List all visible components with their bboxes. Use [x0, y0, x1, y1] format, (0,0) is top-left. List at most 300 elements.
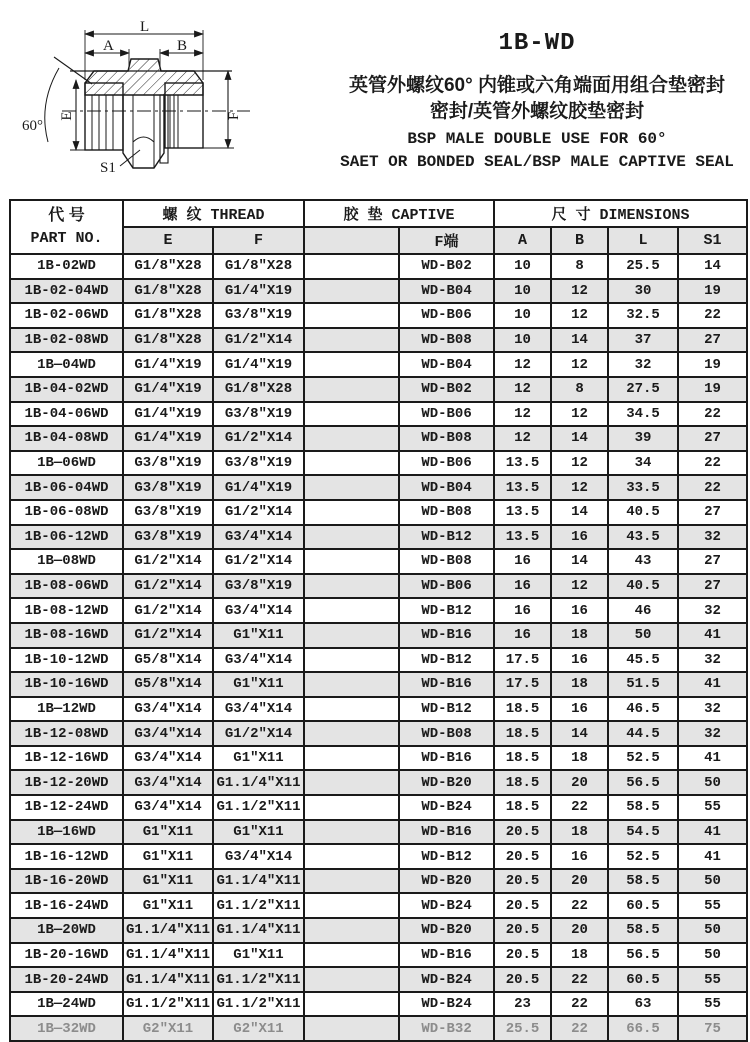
table-cell: [304, 352, 399, 377]
table-cell: G1/2″X14: [213, 426, 304, 451]
table-cell: 16: [494, 549, 551, 574]
table-row: [10, 279, 747, 304]
table-row: [10, 746, 747, 771]
table-row: [10, 451, 747, 476]
table-cell: 50: [678, 943, 747, 968]
table-row: [10, 402, 747, 427]
dim-label-b: B: [177, 38, 188, 54]
table-cell: 32: [678, 697, 747, 722]
table-row: [10, 352, 747, 377]
table-cell: 1B-20-24WD: [10, 967, 123, 992]
table-cell: 12: [494, 352, 551, 377]
table-cell: 27: [678, 574, 747, 599]
header-col-s1: S1: [678, 227, 747, 254]
table-cell: G3/8″X19: [213, 451, 304, 476]
table-cell: 10: [494, 328, 551, 353]
table-cell: 22: [551, 967, 608, 992]
table-cell: [304, 377, 399, 402]
table-cell: 66.5: [608, 1016, 678, 1041]
table-cell: 1B—20WD: [10, 918, 123, 943]
table-cell: WD-B16: [399, 746, 494, 771]
table-cell: WD-B08: [399, 426, 494, 451]
spec-table-body: [10, 254, 747, 1041]
table-cell: G1.1/2″X11: [213, 992, 304, 1017]
table-cell: WD-B20: [399, 869, 494, 894]
table-cell: [304, 869, 399, 894]
table-cell: G1″X11: [213, 623, 304, 648]
table-cell: 56.5: [608, 770, 678, 795]
table-cell: G1″X11: [213, 820, 304, 845]
table-cell: 22: [678, 451, 747, 476]
table-cell: G3/8″X19: [213, 402, 304, 427]
table-cell: G1/2″X14: [213, 328, 304, 353]
table-cell: 8: [551, 377, 608, 402]
table-cell: 1B-04-06WD: [10, 402, 123, 427]
table-cell: 13.5: [494, 451, 551, 476]
header-dimensions-group: 尺 寸 DIMENSIONS: [494, 200, 747, 227]
table-cell: WD-B32: [399, 1016, 494, 1041]
table-cell: 1B-06-04WD: [10, 475, 123, 500]
table-cell: 39: [608, 426, 678, 451]
table-cell: 17.5: [494, 672, 551, 697]
table-cell: 1B-02-04WD: [10, 279, 123, 304]
table-cell: G1.1/2″X11: [213, 893, 304, 918]
table-cell: 1B-12-24WD: [10, 795, 123, 820]
table-cell: [304, 500, 399, 525]
table-row: [10, 893, 747, 918]
table-cell: 1B—32WD: [10, 1016, 123, 1041]
table-cell: 22: [678, 303, 747, 328]
table-cell: 18.5: [494, 721, 551, 746]
subtitle-english-line2: SAET OR BONDED SEAL/BSP MALE CAPTIVE SEAL: [340, 153, 734, 171]
table-cell: G1/2″X14: [213, 721, 304, 746]
table-cell: 14: [551, 721, 608, 746]
table-cell: 8: [551, 254, 608, 279]
table-row: [10, 328, 747, 353]
table-row: [10, 525, 747, 550]
table-row: [10, 844, 747, 869]
table-cell: G1.1/2″X11: [123, 992, 213, 1017]
table-cell: 46.5: [608, 697, 678, 722]
table-cell: 22: [678, 402, 747, 427]
table-cell: WD-B08: [399, 500, 494, 525]
table-cell: G1/2″X14: [213, 549, 304, 574]
table-cell: 34: [608, 451, 678, 476]
table-cell: G3/4″X14: [123, 746, 213, 771]
table-cell: 20.5: [494, 967, 551, 992]
table-cell: G1/4″X19: [123, 377, 213, 402]
table-cell: G1.1/4″X11: [123, 967, 213, 992]
table-cell: 1B-08-12WD: [10, 598, 123, 623]
table-cell: 16: [551, 697, 608, 722]
table-cell: G1/4″X19: [213, 475, 304, 500]
title-block: [328, 30, 746, 174]
table-cell: G1/8″X28: [123, 279, 213, 304]
table-cell: 20: [551, 869, 608, 894]
table-cell: 13.5: [494, 500, 551, 525]
table-cell: 20.5: [494, 893, 551, 918]
table-cell: 40.5: [608, 574, 678, 599]
table-cell: 16: [494, 598, 551, 623]
table-cell: 43.5: [608, 525, 678, 550]
table-cell: G1/2″X14: [213, 500, 304, 525]
table-cell: 41: [678, 844, 747, 869]
table-cell: [304, 721, 399, 746]
table-cell: WD-B20: [399, 770, 494, 795]
table-row: [10, 943, 747, 968]
table-cell: 25.5: [608, 254, 678, 279]
table-row: [10, 820, 747, 845]
table-cell: G1″X11: [123, 893, 213, 918]
table-cell: WD-B16: [399, 623, 494, 648]
table-cell: G5/8″X14: [123, 672, 213, 697]
table-cell: 41: [678, 746, 747, 771]
table-cell: WD-B12: [399, 697, 494, 722]
header-captive-group: 胶 垫 CAPTIVE: [304, 200, 494, 227]
table-cell: 16: [494, 574, 551, 599]
table-cell: 32: [678, 648, 747, 673]
table-cell: 27: [678, 426, 747, 451]
table-cell: WD-B16: [399, 943, 494, 968]
table-cell: WD-B24: [399, 795, 494, 820]
table-cell: 60.5: [608, 893, 678, 918]
spec-table: [9, 199, 748, 1042]
table-cell: 27: [678, 328, 747, 353]
table-cell: 50: [678, 918, 747, 943]
table-cell: 1B-04-08WD: [10, 426, 123, 451]
header-col-f: F: [213, 227, 304, 254]
table-cell: 10: [494, 254, 551, 279]
table-cell: 19: [678, 377, 747, 402]
table-cell: [304, 328, 399, 353]
table-cell: WD-B16: [399, 672, 494, 697]
table-cell: G1/2″X14: [123, 623, 213, 648]
header-col-f-end: F端: [399, 227, 494, 254]
table-cell: 12: [551, 279, 608, 304]
table-cell: G3/8″X19: [123, 451, 213, 476]
table-cell: 27: [678, 500, 747, 525]
table-cell: 50: [678, 869, 747, 894]
table-cell: 1B-12-16WD: [10, 746, 123, 771]
table-cell: WD-B04: [399, 279, 494, 304]
table-cell: 18: [551, 672, 608, 697]
table-cell: 12: [551, 574, 608, 599]
table-cell: 10: [494, 279, 551, 304]
dim-label-a: A: [103, 38, 114, 54]
table-cell: G3/4″X14: [213, 844, 304, 869]
table-cell: G1/4″X19: [213, 279, 304, 304]
table-row: [10, 697, 747, 722]
table-cell: 20.5: [494, 943, 551, 968]
table-row: [10, 967, 747, 992]
table-row: [10, 992, 747, 1017]
table-cell: G3/4″X14: [123, 770, 213, 795]
table-cell: 34.5: [608, 402, 678, 427]
table-cell: 41: [678, 820, 747, 845]
table-cell: G1.1/4″X11: [213, 869, 304, 894]
table-cell: 27: [678, 549, 747, 574]
table-cell: G3/4″X14: [213, 697, 304, 722]
table-cell: G3/8″X19: [213, 574, 304, 599]
table-cell: 17.5: [494, 648, 551, 673]
table-cell: 75: [678, 1016, 747, 1041]
table-cell: 22: [551, 893, 608, 918]
table-cell: 1B—06WD: [10, 451, 123, 476]
table-cell: 22: [551, 795, 608, 820]
table-cell: 20.5: [494, 820, 551, 845]
header-col-blank: [304, 227, 399, 254]
table-cell: 14: [551, 426, 608, 451]
table-cell: 12: [494, 402, 551, 427]
table-cell: 1B—04WD: [10, 352, 123, 377]
table-cell: 16: [551, 598, 608, 623]
table-cell: 55: [678, 893, 747, 918]
table-cell: 27.5: [608, 377, 678, 402]
table-cell: 1B-12-20WD: [10, 770, 123, 795]
table-cell: G1/2″X14: [123, 549, 213, 574]
table-cell: 16: [551, 525, 608, 550]
table-cell: 18.5: [494, 795, 551, 820]
table-cell: G1″X11: [213, 746, 304, 771]
table-cell: G2″X11: [213, 1016, 304, 1041]
table-cell: [304, 820, 399, 845]
table-cell: 45.5: [608, 648, 678, 673]
table-cell: G1″X11: [123, 844, 213, 869]
table-cell: 1B-08-16WD: [10, 623, 123, 648]
table-cell: [304, 598, 399, 623]
table-cell: [304, 943, 399, 968]
table-cell: 44.5: [608, 721, 678, 746]
table-cell: 22: [678, 475, 747, 500]
table-cell: G1/4″X19: [123, 426, 213, 451]
table-cell: [304, 967, 399, 992]
table-cell: 1B—16WD: [10, 820, 123, 845]
table-cell: G1.1/4″X11: [123, 943, 213, 968]
table-cell: [304, 254, 399, 279]
table-row: [10, 869, 747, 894]
table-cell: WD-B12: [399, 525, 494, 550]
table-cell: WD-B04: [399, 352, 494, 377]
table-cell: 33.5: [608, 475, 678, 500]
table-cell: [304, 525, 399, 550]
table-cell: 58.5: [608, 869, 678, 894]
header-col-l: L: [608, 227, 678, 254]
table-cell: WD-B06: [399, 574, 494, 599]
table-cell: WD-B20: [399, 918, 494, 943]
table-cell: G1/8″X28: [213, 254, 304, 279]
table-cell: [304, 918, 399, 943]
subtitle-chinese-line2: 密封/英管外螺纹胶垫密封: [429, 101, 645, 122]
table-cell: 58.5: [608, 795, 678, 820]
table-row: [10, 254, 747, 279]
table-cell: G3/4″X14: [213, 525, 304, 550]
table-cell: 12: [494, 426, 551, 451]
table-cell: 32: [678, 598, 747, 623]
table-row: [10, 303, 747, 328]
table-cell: 18.5: [494, 746, 551, 771]
table-cell: G3/8″X19: [123, 500, 213, 525]
dim-label-s1: S1: [100, 160, 116, 176]
table-row: [10, 648, 747, 673]
table-cell: [304, 303, 399, 328]
table-cell: 1B-06-12WD: [10, 525, 123, 550]
table-cell: 14: [678, 254, 747, 279]
table-cell: G3/4″X14: [123, 721, 213, 746]
table-cell: 30: [608, 279, 678, 304]
table-row: [10, 1016, 747, 1041]
table-cell: 19: [678, 279, 747, 304]
table-cell: 32: [608, 352, 678, 377]
table-cell: WD-B08: [399, 328, 494, 353]
table-cell: 12: [551, 352, 608, 377]
header-part-no-cn: 代 号: [48, 207, 85, 224]
table-row: [10, 918, 747, 943]
table-cell: 37: [608, 328, 678, 353]
table-cell: WD-B08: [399, 721, 494, 746]
subtitle-english-line1: BSP MALE DOUBLE USE FOR 60°: [407, 130, 667, 148]
table-cell: 18: [551, 820, 608, 845]
header-col-a: A: [494, 227, 551, 254]
table-cell: 43: [608, 549, 678, 574]
subtitle-chinese-line1: 英管外螺纹60° 内锥或六角端面用组合垫密封: [348, 75, 725, 96]
table-cell: 1B—08WD: [10, 549, 123, 574]
table-cell: G1/8″X28: [213, 377, 304, 402]
table-cell: [304, 402, 399, 427]
table-cell: 1B-06-08WD: [10, 500, 123, 525]
table-cell: 20.5: [494, 869, 551, 894]
table-row: [10, 721, 747, 746]
table-cell: G1″X11: [213, 672, 304, 697]
dim-label-f: F: [226, 111, 242, 121]
table-cell: 41: [678, 623, 747, 648]
table-cell: G1.1/4″X11: [123, 918, 213, 943]
table-cell: 12: [551, 303, 608, 328]
dim-label-e: E: [59, 111, 75, 121]
table-cell: 32: [678, 721, 747, 746]
table-cell: 20.5: [494, 918, 551, 943]
table-cell: WD-B06: [399, 303, 494, 328]
table-cell: 12: [551, 451, 608, 476]
table-cell: [304, 475, 399, 500]
table-cell: WD-B12: [399, 598, 494, 623]
table-cell: 12: [551, 475, 608, 500]
table-cell: G1/4″X19: [123, 352, 213, 377]
table-cell: 20.5: [494, 844, 551, 869]
table-cell: [304, 992, 399, 1017]
table-row: [10, 500, 747, 525]
table-cell: G1″X11: [123, 869, 213, 894]
table-cell: 1B-20-16WD: [10, 943, 123, 968]
table-cell: 16: [551, 844, 608, 869]
table-cell: WD-B06: [399, 451, 494, 476]
table-cell: G3/8″X19: [123, 475, 213, 500]
table-cell: WD-B24: [399, 967, 494, 992]
table-cell: WD-B08: [399, 549, 494, 574]
table-cell: 1B-04-02WD: [10, 377, 123, 402]
table-cell: G1/2″X14: [123, 574, 213, 599]
table-cell: G1/4″X19: [123, 402, 213, 427]
table-cell: 19: [678, 352, 747, 377]
table-cell: 22: [551, 1016, 608, 1041]
table-cell: 18.5: [494, 697, 551, 722]
table-cell: G1/4″X19: [213, 352, 304, 377]
table-cell: 55: [678, 967, 747, 992]
table-cell: [304, 623, 399, 648]
table-cell: G1/8″X28: [123, 303, 213, 328]
table-cell: 18: [551, 943, 608, 968]
table-cell: [304, 795, 399, 820]
table-cell: [304, 648, 399, 673]
table-cell: [304, 1016, 399, 1041]
table-row: [10, 795, 747, 820]
table-cell: 32.5: [608, 303, 678, 328]
header-col-e: E: [123, 227, 213, 254]
table-cell: G1/8″X28: [123, 328, 213, 353]
table-cell: 46: [608, 598, 678, 623]
table-cell: G1.1/2″X11: [213, 795, 304, 820]
page-title: 1B-WD: [498, 30, 576, 57]
table-cell: 14: [551, 328, 608, 353]
table-cell: 16: [494, 623, 551, 648]
table-cell: 18: [551, 746, 608, 771]
table-cell: G3/4″X14: [213, 598, 304, 623]
table-cell: 54.5: [608, 820, 678, 845]
table-cell: WD-B02: [399, 254, 494, 279]
table-cell: WD-B12: [399, 648, 494, 673]
table-cell: G1/8″X28: [123, 254, 213, 279]
table-cell: [304, 746, 399, 771]
header-part-no-en: PART NO.: [30, 230, 103, 247]
table-cell: WD-B24: [399, 992, 494, 1017]
table-row: [10, 770, 747, 795]
table-cell: 14: [551, 549, 608, 574]
table-cell: 1B—12WD: [10, 697, 123, 722]
table-cell: G3/8″X19: [123, 525, 213, 550]
table-cell: G5/8″X14: [123, 648, 213, 673]
table-cell: 16: [551, 648, 608, 673]
table-cell: [304, 574, 399, 599]
table-cell: [304, 549, 399, 574]
table-cell: [304, 697, 399, 722]
table-cell: G1″X11: [123, 820, 213, 845]
table-row: [10, 672, 747, 697]
table-cell: 13.5: [494, 525, 551, 550]
table-cell: G3/4″X14: [123, 697, 213, 722]
table-cell: 52.5: [608, 746, 678, 771]
table-cell: 1B-10-12WD: [10, 648, 123, 673]
table-cell: 52.5: [608, 844, 678, 869]
header-part-no: [10, 200, 123, 254]
table-row: [10, 426, 747, 451]
table-row: [10, 377, 747, 402]
table-cell: 1B-12-08WD: [10, 721, 123, 746]
table-cell: G1.1/2″X11: [213, 967, 304, 992]
dim-label-angle: 60°: [22, 118, 43, 134]
table-cell: G1.1/4″X11: [213, 770, 304, 795]
table-cell: 41: [678, 672, 747, 697]
table-cell: 1B-08-06WD: [10, 574, 123, 599]
table-cell: 12: [551, 402, 608, 427]
table-cell: 51.5: [608, 672, 678, 697]
table-cell: 1B-02-08WD: [10, 328, 123, 353]
table-cell: 1B-02WD: [10, 254, 123, 279]
fitting-technical-drawing: [10, 20, 340, 192]
table-cell: 12: [494, 377, 551, 402]
table-cell: 22: [551, 992, 608, 1017]
table-cell: 18.5: [494, 770, 551, 795]
table-cell: 32: [678, 525, 747, 550]
table-cell: 20: [551, 770, 608, 795]
